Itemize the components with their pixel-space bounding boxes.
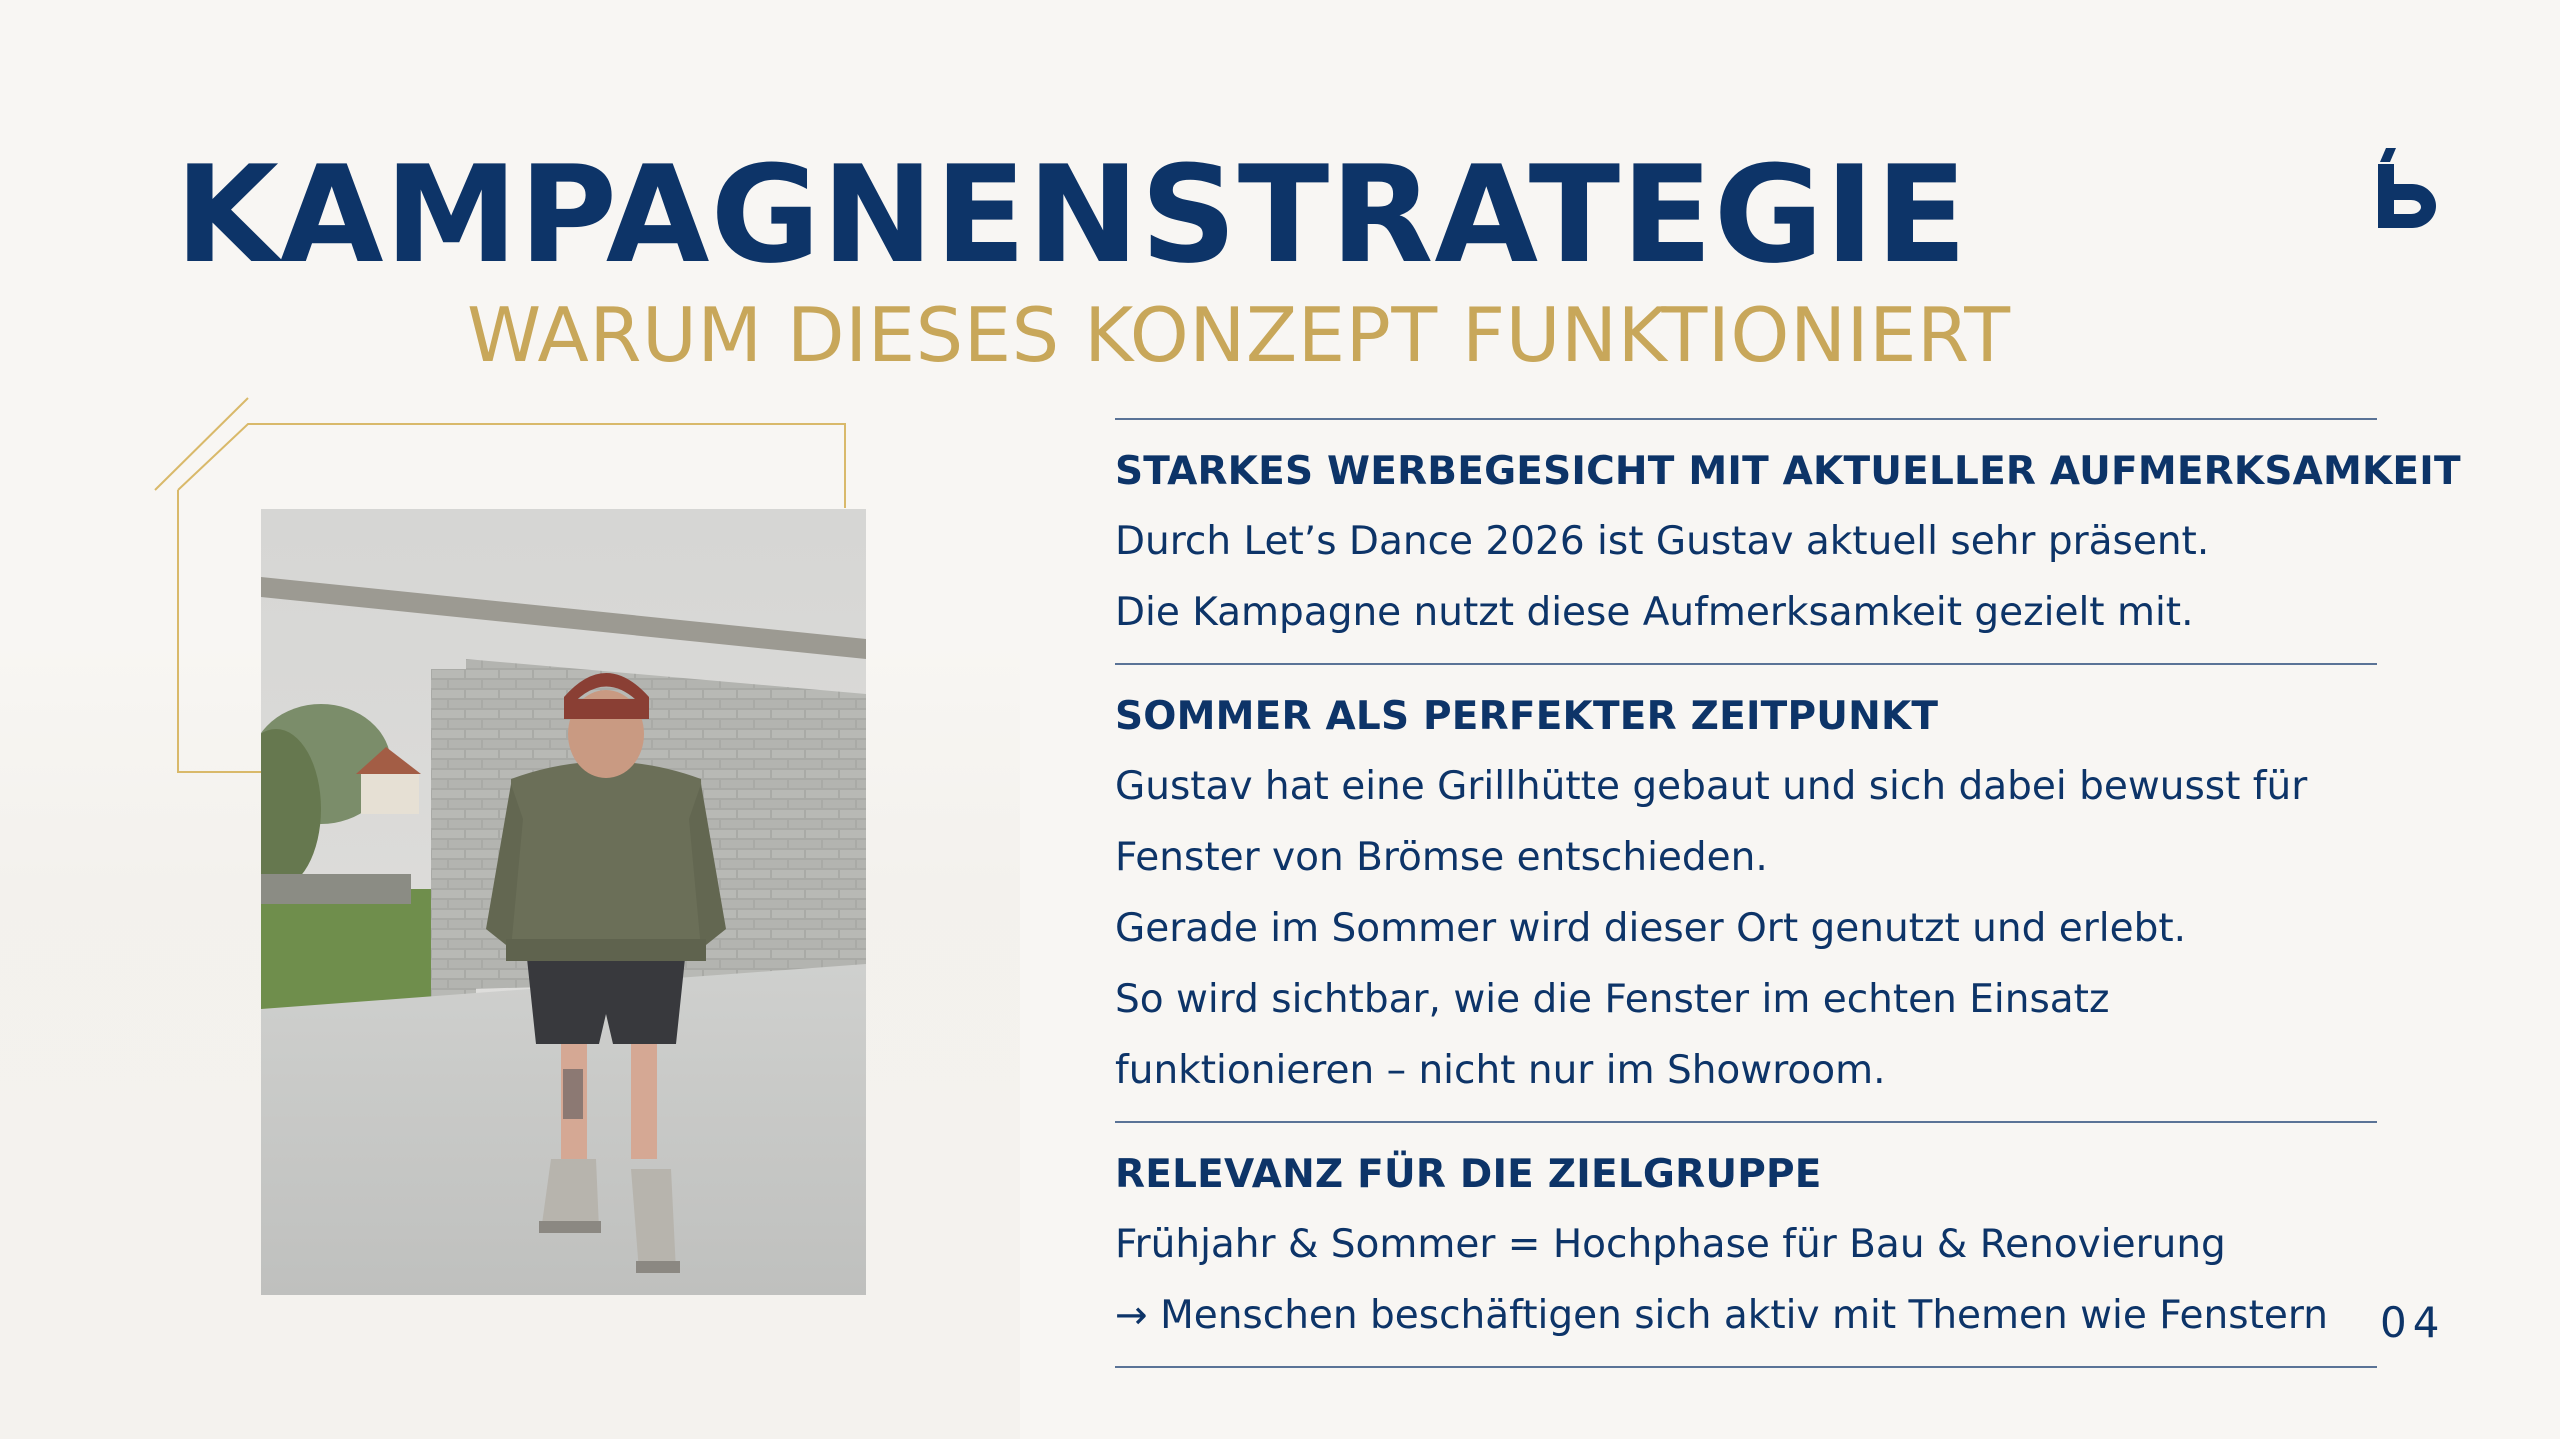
slide-title: KAMPAGNENSTRATEGIE — [175, 137, 1969, 293]
section-text-line: Gerade im Sommer wird dieser Ort genutzt und erlebt. — [1115, 906, 2187, 951]
divider-line — [1115, 1366, 2377, 1368]
section-zielgruppe — [1115, 1123, 2377, 1366]
person-photo — [261, 509, 866, 1295]
section-text-line: Gustav hat eine Grillhütte gebaut und sich dabei bewusst für — [1115, 764, 2308, 809]
section-text-line: Fenster von Brömse entschieden. — [1115, 835, 1768, 880]
brand-b-logo-icon — [2378, 148, 2436, 228]
section-text-line: Durch Let’s Dance 2026 ist Gustav aktuell sehr präsent. — [1115, 519, 2210, 564]
section-text-line: funktionieren – nicht nur im Showroom. — [1115, 1048, 1886, 1093]
section-text-line: Frühjahr & Sommer = Hochphase für Bau & Renovierung — [1115, 1222, 2226, 1267]
section-text-line: So wird sichtbar, wie die Fenster im echten Einsatz — [1115, 977, 2110, 1022]
slide-subtitle: WARUM DIESES KONZEPT FUNKTIONIERT — [467, 291, 2011, 379]
section-sommer — [1115, 665, 2377, 1121]
page-number: 04 — [2380, 1298, 2446, 1347]
section-heading: STARKES WERBEGESICHT MIT AKTUELLER AUFMERKSAMKEIT — [1115, 449, 2461, 494]
section-heading: RELEVANZ FÜR DIE ZIELGRUPPE — [1115, 1152, 1822, 1197]
section-text-line: Die Kampagne nutzt diese Aufmerksamkeit gezielt mit. — [1115, 590, 2194, 635]
section-heading: SOMMER ALS PERFEKTER ZEITPUNKT — [1115, 694, 1939, 739]
section-werbegesicht — [1115, 420, 2461, 663]
section-text-line: → Menschen beschäftigen sich aktiv mit Themen wie Fenstern — [1115, 1293, 2328, 1338]
